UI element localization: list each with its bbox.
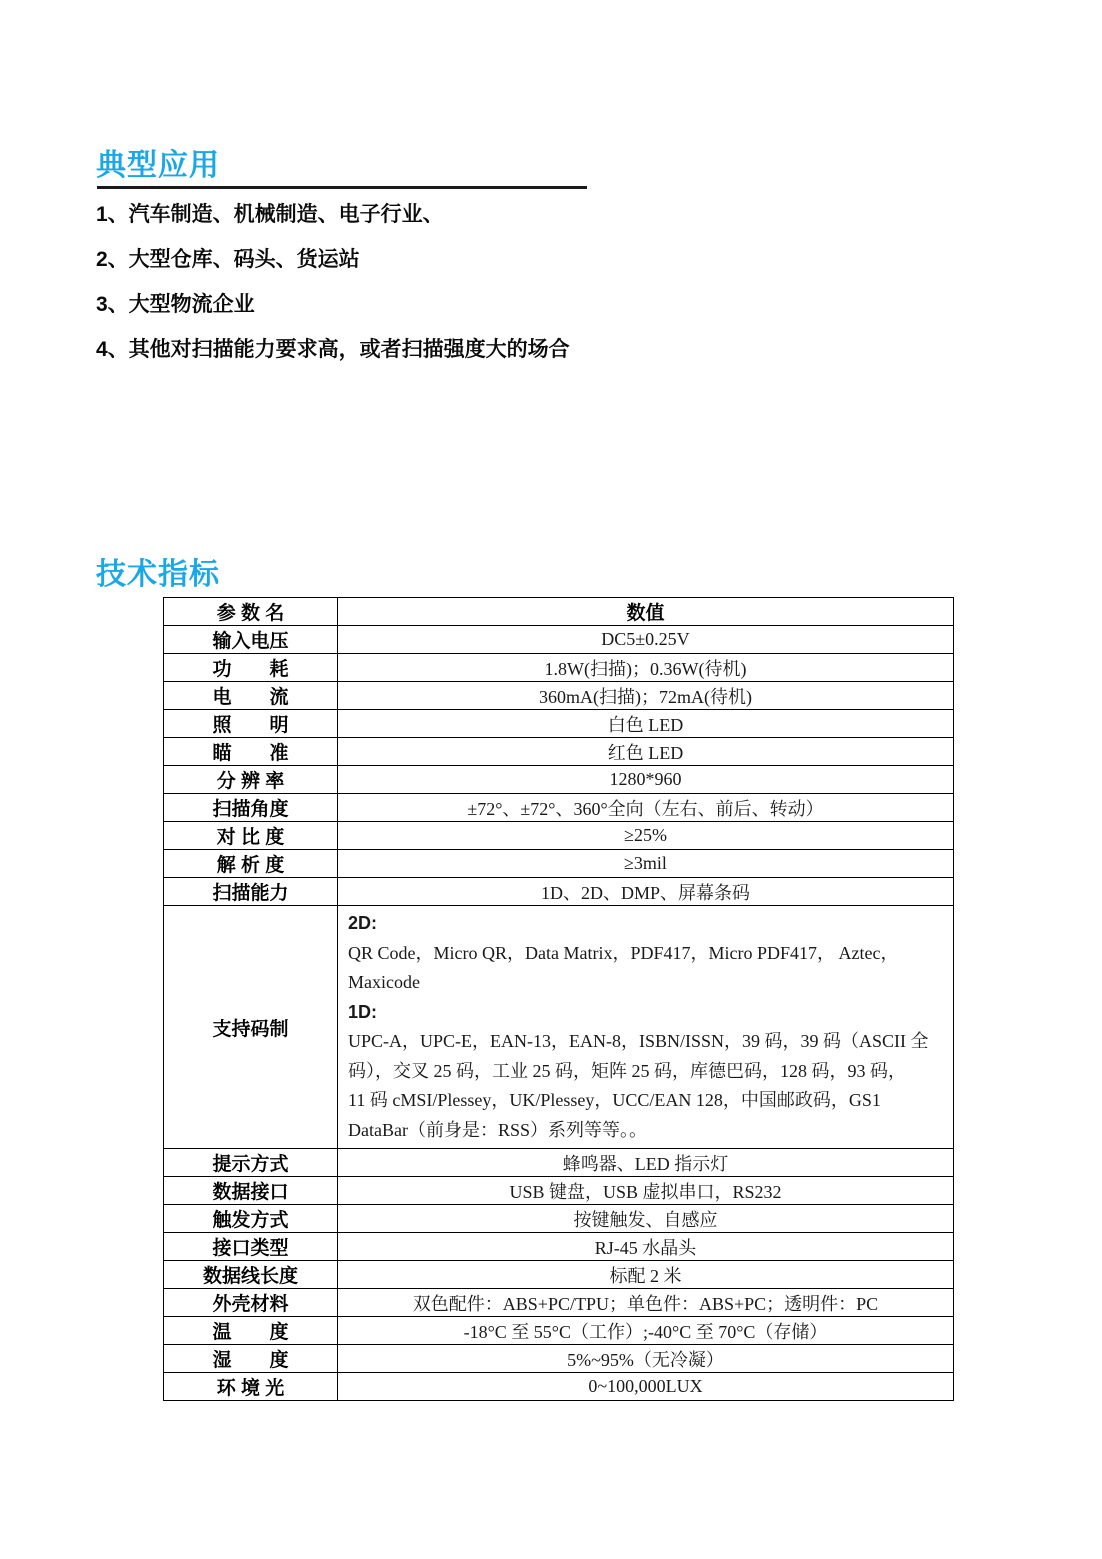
spec-value-cell <box>338 906 954 1149</box>
code-type-label: 2D: <box>348 913 378 933</box>
spec-param-cell: 分 辨 率 <box>164 766 338 794</box>
code-list-line: 11 码 cMSI/Plessey，UK/Plessey，UCC/EAN 128，中国邮政码，GS1 <box>348 1090 881 1110</box>
code-list-line: 码），交叉 25 码，工业 25 码，矩阵 25 码，库德巴码，128 码，93 码， <box>348 1060 906 1081</box>
spec-row <box>164 878 954 906</box>
code-list-line: Maxicode <box>348 972 420 992</box>
spec-param-cell: 扫描角度 <box>164 794 338 822</box>
spec-value-cell: ±72°、±72°、360°全向（左右、前后、转动） <box>338 794 954 822</box>
spec-value-cell: DC5±0.25V <box>338 626 954 654</box>
spec-row <box>164 626 954 654</box>
spec-value-cell: ≥3mil <box>338 850 954 878</box>
spec-param-cell: 输入电压 <box>164 626 338 654</box>
spec-param-cell: 功 耗 <box>164 654 338 682</box>
code-type-label: 1D: <box>348 1001 378 1022</box>
spec-value-cell: 标配 2 米 <box>338 1261 954 1289</box>
spec-row <box>164 794 954 822</box>
spec-row <box>164 1373 954 1401</box>
spec-row <box>164 738 954 766</box>
spec-row <box>164 822 954 850</box>
spec-param-cell: 解 析 度 <box>164 850 338 878</box>
spec-value-cell: 白色 LED <box>338 710 954 738</box>
spec-param-cell: 照 明 <box>164 710 338 738</box>
specs-table <box>163 597 954 1401</box>
header-param-name: 参 数 名 <box>164 598 338 626</box>
spec-param-cell: 湿 度 <box>164 1345 338 1373</box>
spec-row <box>164 710 954 738</box>
spec-param-cell: 对 比 度 <box>164 822 338 850</box>
spec-value-cell: 0~100,000LUX <box>338 1373 954 1401</box>
spec-row <box>164 1261 954 1289</box>
application-item: 1、汽车制造、机械制造、电子行业、 <box>96 203 444 226</box>
spec-row <box>164 1233 954 1261</box>
spec-row <box>164 1345 954 1373</box>
section-title-specs: 技术指标 <box>96 558 220 591</box>
spec-value-cell: 按键触发、自感应 <box>338 1205 954 1233</box>
specs-table-header-row <box>164 598 954 626</box>
spec-row <box>164 850 954 878</box>
application-item: 2、大型仓库、码头、货运站 <box>96 248 360 271</box>
spec-value-cell: RJ-45 水晶头 <box>338 1233 954 1261</box>
applications-list <box>96 204 570 384</box>
spec-value-cell: 1D、2D、DMP、屏幕条码 <box>338 878 954 906</box>
spec-value-cell: -18°C 至 55°C（工作）;-40°C 至 70°C（存储） <box>338 1317 954 1345</box>
spec-param-cell: 提示方式 <box>164 1149 338 1177</box>
spec-value-cell: USB 键盘，USB 虚拟串口，RS232 <box>338 1177 954 1205</box>
spec-param-cell: 环 境 光 <box>164 1373 338 1401</box>
spec-value-cell: 360mA(扫描)；72mA(待机) <box>338 682 954 710</box>
title-underline <box>97 186 587 189</box>
spec-param-cell: 瞄 准 <box>164 738 338 766</box>
spec-row <box>164 1289 954 1317</box>
spec-value-cell: ≥25% <box>338 822 954 850</box>
spec-value-cell: 红色 LED <box>338 738 954 766</box>
section-title-applications: 典型应用 <box>96 149 220 182</box>
code-list-line: DataBar（前身是：RSS）系列等等。。 <box>348 1119 647 1140</box>
spec-param-cell: 触发方式 <box>164 1205 338 1233</box>
spec-param-cell: 扫描能力 <box>164 878 338 906</box>
spec-row <box>164 766 954 794</box>
spec-value-cell: 蜂鸣器、LED 指示灯 <box>338 1149 954 1177</box>
code-list-line: QR Code，Micro QR，Data Matrix，PDF417，Micro PDF417， Aztec， <box>348 942 899 963</box>
spec-value-cell: 1280*960 <box>338 766 954 794</box>
spec-param-cell: 支持码制 <box>164 906 338 1149</box>
spec-row <box>164 1317 954 1345</box>
spec-row <box>164 1149 954 1177</box>
spec-param-cell: 数据接口 <box>164 1177 338 1205</box>
spec-row <box>164 682 954 710</box>
spec-row <box>164 654 954 682</box>
spec-value-cell: 5%~95%（无冷凝） <box>338 1345 954 1373</box>
spec-param-cell: 数据线长度 <box>164 1261 338 1289</box>
spec-param-cell: 温 度 <box>164 1317 338 1345</box>
spec-row <box>164 1205 954 1233</box>
spec-row <box>164 1177 954 1205</box>
spec-param-cell: 接口类型 <box>164 1233 338 1261</box>
application-item: 4、其他对扫描能力要求高，或者扫描强度大的场合 <box>96 338 570 361</box>
spec-value-cell: 双色配件：ABS+PC/TPU；单色件：ABS+PC；透明件：PC <box>338 1289 954 1317</box>
spec-param-cell: 外壳材料 <box>164 1289 338 1317</box>
spec-row <box>164 906 954 1149</box>
header-value: 数值 <box>338 598 954 626</box>
application-item: 3、大型物流企业 <box>96 293 255 316</box>
spec-param-cell: 电 流 <box>164 682 338 710</box>
spec-value-cell: 1.8W(扫描)；0.36W(待机) <box>338 654 954 682</box>
code-list-line: UPC-A，UPC-E，EAN-13，EAN-8，ISBN/ISSN，39 码，39 码（ASCII 全 <box>348 1031 929 1051</box>
